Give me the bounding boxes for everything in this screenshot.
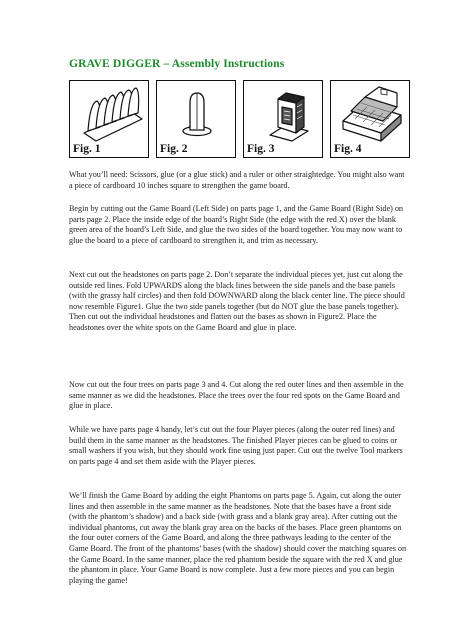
document-title: GRAVE DIGGER – Assembly Instructions (69, 57, 285, 70)
figure-row (69, 80, 409, 160)
figure-3 (243, 80, 323, 158)
figure-1-label: Fig. 1 (73, 143, 101, 155)
paragraph-phantoms: We’ll finish the Game Board by adding the eight Phantoms on parts page 5. Again, cut along the outer lines and then assemble in the same manner as the headstones. Note that the bases have a front side (with the phantom’s shadow) and a back side (with grass and a blank gray area). After cutting out the individual phantoms, cut away the blank gray area on the backs of the bases. Place green phantoms on the four outer corners of the Game Board, and along the three pathways leading to the center of the Game Board. The front of the phantoms’ bases (with the shadow) should cover the matching squares on the Game Board. In the same manner, place the red phantom beside the square with the red X and glue the phantom in place. Your Game Board is now complete. Just a few more pieces and you can begin playing the game! (69, 491, 407, 585)
figure-2 (156, 80, 236, 158)
paragraph-player-pieces: While we have parts page 4 handy, let’s cut out the four Player pieces (along the outer red lines) and build them in the same manner as the headstones. The finished Player pieces can be glued to coins or small washers if you wish, but they should work fine using just paper. Cut out the twelve Tool markers on parts page 4 and set them aside with the Player pieces. (69, 425, 403, 466)
paragraph-headstones: Next cut out the headstones on parts page 2. Don’t separate the individual pieces yet, just cut along the outside red lines. Fold UPWARDS along the black lines between the side panels and the base panels (with the grassy half circles) and then fold DOWNWARD along the black center line. The piece should now resemble Figure1. Glue the two side panels together (but do NOT glue the base panels together). Then cut out the individual headstones and flatten out the bases as shown in Figure2. Place the headstones over the white spots on the Game Board and glue in place. (69, 270, 405, 332)
figure-1 (69, 80, 149, 158)
figure-4 (330, 80, 410, 158)
paragraph-materials: What you’ll need: Scissors, glue (or a glue stick) and a ruler or other straightedge. You might also want a piece of cardboard 10 inches square to strengthen the game board. (69, 170, 405, 190)
figure-2-label: Fig. 2 (160, 143, 188, 155)
figure-4-label: Fig. 4 (334, 143, 362, 155)
figure-3-label: Fig. 3 (247, 143, 275, 155)
paragraph-game-board: Begin by cutting out the Game Board (Left Side) on parts page 1, and the Game Board (Right Side) on parts page 2. Place the inside edge of the board’s Right Side (the edge with the red X) over the blank green area of the board’s Left Side, and glue the two sides of the board together. You may now want to glue the board to a piece of cardboard to strengthen it, and trim as necessary. (69, 204, 403, 245)
paragraph-trees: Now cut out the four trees on parts page 3 and 4. Cut along the red outer lines and then assemble in the same manner as we did the headstones. Place the trees over the four red spots on the Game Board and glue in place. (69, 380, 404, 411)
